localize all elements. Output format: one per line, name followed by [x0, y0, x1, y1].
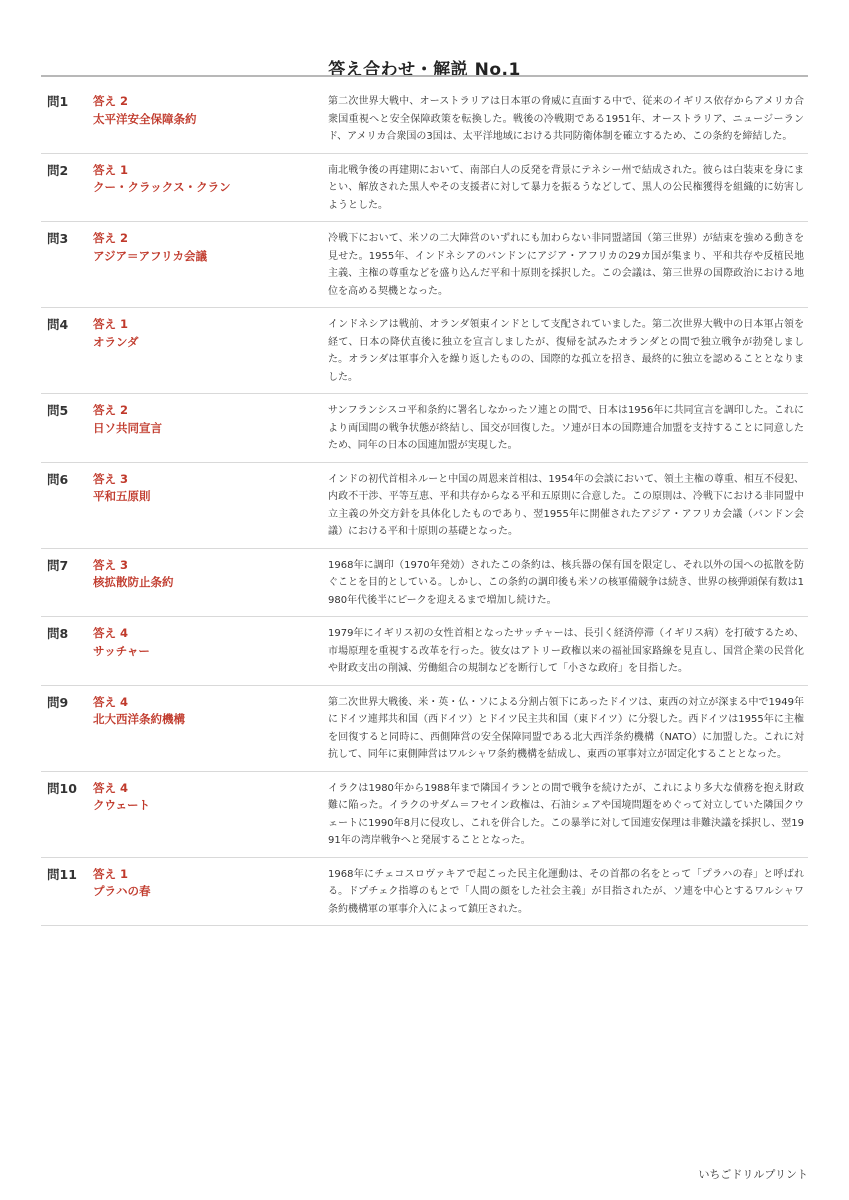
- answer-term: 日ソ共同宣言: [93, 420, 162, 435]
- question-number: 問1: [47, 94, 69, 109]
- answer-term: 太平洋安全保障条約: [93, 111, 197, 126]
- answer-cell: [93, 162, 328, 215]
- answer-row-11: [41, 858, 808, 927]
- question-number: 問5: [47, 403, 69, 418]
- explanation-text: 冷戦下において、米ソの二大陣営のいずれにも加わらない非同盟諸国（第三世界）が結束を強める動きを見せた。1955年、インドネシアのバンドンにアジア・アフリカの29カ国が集まり、平和共存や反植民地主義、主権の尊重などを盛り込んだ平和十原則を採択した。この会議は、第三世界の国際政治における地位を高める契機となった。: [328, 233, 804, 297]
- answer-choice: 答え 1: [93, 162, 129, 177]
- answer-choice: 答え 3: [93, 471, 129, 486]
- explanation-text: サンフランシスコ平和条約に署名しなかったソ連との間で、日本は1956年に共同宣言を調印した。これにより両国間の戦争状態が終結し、国交が回復した。ソ連が日本の国際連合加盟を支持することに同意したため、同年の日本の国連加盟が実現した。: [328, 405, 804, 451]
- answer-cell: [93, 557, 328, 610]
- question-number: 問4: [47, 317, 69, 332]
- answer-cell: [93, 316, 328, 386]
- explanation-text: イラクは1980年から1988年まで隣国イランとの間で戦争を続けたが、これにより多大な債務を抱え財政難に陥った。イラクのサダム＝フセイン政権は、石油シェアや国境問題をめぐって対立していた隣国クウェートに1990年8月に侵攻し、これを併合した。この暴挙に対して国連安保理は非難決議を採択し、翌1991年の湾岸戦争へと発展することとなった。: [328, 782, 804, 846]
- answer-row-4: [41, 308, 808, 394]
- explanation-text: 南北戦争後の再建期において、南部白人の反発を背景にテネシー州で結成された。彼らは白装束を身にまとい、解放された黒人やその支援者に対して暴力を振るうなどして、黒人の公民権獲得を組織的に妨害しようとした。: [328, 164, 804, 211]
- answer-cell: [93, 230, 328, 300]
- answer-term: プラハの春: [93, 884, 151, 898]
- answer-row-10: [41, 772, 808, 858]
- answer-choice: 答え 1: [93, 866, 129, 881]
- answer-choice: 答え 2: [93, 231, 129, 245]
- explanation-text: インドネシアは戦前、オランダ領東インドとして支配されていました。第二次世界大戦中の日本軍占領を経て、日本の降伏直後に独立を宣言しましたが、復帰を試みたオランダとの間で独立戦争が勃発しました。オランダは軍事介入を繰り返したものの、国際的な孤立を招き、最終的に独立を認めることとなりました。: [328, 319, 804, 383]
- answer-term: 平和五原則: [93, 489, 151, 503]
- answer-choice: 答え 3: [93, 557, 129, 572]
- explanation-text: 第二次世界大戦後、米・英・仏・ソによる分割占領下にあったドイツは、東西の対立が深まる中で1949年にドイツ連邦共和国（西ドイツ）とドイツ民主共和国（東ドイツ）に分裂した。西ドイツは1955年に主権を回復すると同時に、西側陣営の安全保障同盟である北大西洋条約機構（NATO）に加盟した。これに対抗して、同年に東側陣営はワルシャワ条約機構を結成し、東西の軍事対立が固定化することとなった。: [328, 696, 804, 760]
- answer-row-8: [41, 617, 808, 686]
- question-number: 問8: [47, 626, 69, 641]
- question-number: 問10: [47, 780, 77, 796]
- explanation-text: 1979年にイギリス初の女性首相となったサッチャーは、長引く経済停滞（イギリス病）を打破するため、市場原理を重視する改革を行った。彼女はアトリー政権以来の福祉国家路線を見直し、国営企業の民営化や財政支出の削減、労働組合の規制などを断行して「小さな政府」を目指した。: [328, 628, 804, 674]
- answer-choice: 答え 1: [93, 317, 129, 331]
- answer-cell: [93, 694, 328, 764]
- title-divider: [41, 75, 808, 77]
- answer-row-1: [41, 85, 808, 154]
- explanation-text: 1968年にチェコスロヴァキアで起こった民主化運動は、その首都の名をとって「プラハの春」と呼ばれる。ドプチェク指導のもとで「人間の顔をした社会主義」が目指されたが、ソ連を中心とするワルシャワ条約機構軍の軍事介入によって鎮圧された。: [328, 868, 804, 915]
- answer-term: サッチャー: [93, 643, 150, 658]
- answer-term: オランダ: [93, 334, 139, 349]
- answer-choice: 答え 2: [93, 94, 129, 108]
- answer-term: クー・クラックス・クラン: [93, 180, 231, 194]
- question-number: 問3: [47, 231, 69, 246]
- answer-term: 北大西洋条約機構: [93, 712, 185, 726]
- page-title: 答え合わせ・解説 No.1: [328, 60, 521, 81]
- explanation-text: インドの初代首相ネルーと中国の周恩来首相は、1954年の会談において、領土主権の尊重、相互不侵犯、内政不干渉、平等互恵、平和共存からなる平和五原則に合意した。この原則は、冷戦下における非同盟中立主義の外交方針を具体化したものであり、翌1955年に開催されたアジア・アフリカ会議（バンドン会議）における平和十原則の基礎となった。: [328, 473, 804, 537]
- answer-row-9: [41, 686, 808, 772]
- question-number: 問7: [47, 557, 69, 573]
- answer-cell: [93, 780, 328, 850]
- answer-list: [41, 85, 808, 926]
- answer-cell: [93, 402, 328, 455]
- answer-cell: [93, 866, 328, 919]
- explanation-text: 1968年に調印（1970年発効）されたこの条約は、核兵器の保有国を限定し、それ以外の国への拡散を防ぐことを目的としている。しかし、この条約の調印後も米ソの核軍備競争は続き、世界の核弾頭保有数は1980年代後半にピークを迎えるまで増加し続けた。: [328, 559, 804, 606]
- answer-term: アジア＝アフリカ会議: [93, 248, 207, 263]
- answer-choice: 答え 4: [93, 780, 129, 795]
- question-number: 問2: [47, 162, 69, 178]
- question-number: 問9: [47, 694, 69, 710]
- explanation-text: 第二次世界大戦中、オーストラリアは日本軍の脅威に直面する中で、従来のイギリス依存からアメリカ合衆国重視へと安全保障政策を転換した。戦後の冷戦期である1951年、オーストラリア、ニュージーランド、アメリカ合衆国の3国は、太平洋地域における共同防衛体制を確立するため、この条約を締結した。: [328, 96, 804, 142]
- answer-choice: 答え 4: [93, 626, 129, 640]
- answer-row-6: [41, 463, 808, 549]
- question-number: 問11: [47, 866, 77, 882]
- answer-term: クウェート: [93, 798, 151, 812]
- question-number: 問6: [47, 471, 69, 487]
- answer-row-2: [41, 154, 808, 223]
- answer-row-7: [41, 549, 808, 618]
- answer-row-3: [41, 222, 808, 308]
- answer-choice: 答え 2: [93, 403, 129, 417]
- footer-brand: いちごドリルプリント: [698, 1168, 808, 1181]
- answer-term: 核拡散防止条約: [93, 575, 174, 589]
- answer-cell: [93, 471, 328, 541]
- answer-cell: [93, 625, 328, 678]
- answer-cell: [93, 93, 328, 146]
- answer-row-5: [41, 394, 808, 463]
- answer-choice: 答え 4: [93, 694, 129, 709]
